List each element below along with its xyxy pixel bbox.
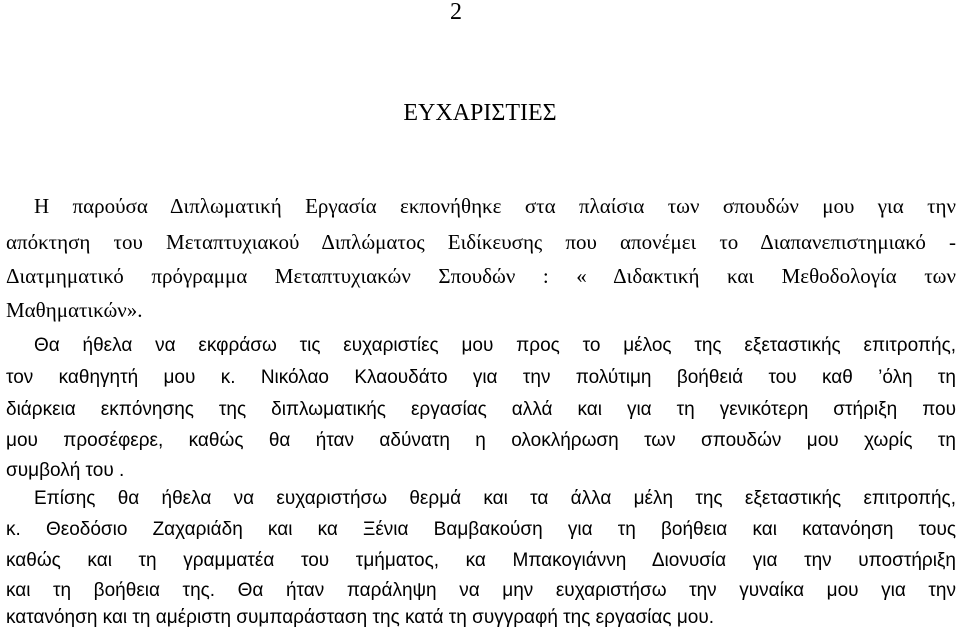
paragraph-1-line-4: Μαθηματικών».	[6, 298, 143, 322]
paragraph-2-line-2: τον καθηγητή μου κ. Νικόλαο Κλαουδάτο για την πολύτιμη βοήθειά του καθ ’όλη τη	[6, 367, 956, 388]
paragraph-3-line-2: κ. Θεοδόσιο Ζαχαριάδη και κα Ξένια Βαμβακούση για τη βοήθεια και κατανόηση τους	[6, 519, 956, 540]
paragraph-3-line-3: καθώς και τη γραμματέα του τμήματος, κα Μπακογιάννη Διονυσία για την υποστήριξη	[6, 550, 956, 571]
paragraph-3-line-1: Επίσης θα ήθελα να ευχαριστήσω θερμά και τα άλλα μέλη της εξεταστικής επιτροπής,	[34, 488, 956, 509]
paragraph-2-line-1: Θα ήθελα να εκφράσω τις ευχαριστίες μου προς το μέλος της εξεταστικής επιτροπής,	[34, 335, 956, 356]
paragraph-2-line-4: μου προσέφερε, καθώς θα ήταν αδύνατη η ολοκλήρωση των σπουδών μου χωρίς τη	[6, 430, 956, 451]
paragraph-3-line-5: κατανόηση και τη αμέριστη συμπαράσταση της κατά τη συγγραφή της εργασίας μου.	[6, 607, 715, 628]
page-title: ΕΥΧΑΡΙΣΤΙΕΣ	[403, 100, 557, 126]
page-number: 2	[450, 0, 462, 25]
paragraph-1-line-3: Διατμηματικό πρόγραμμα Μεταπτυχιακών Σπουδών : « Διδακτική και Μεθοδολογία των	[6, 264, 956, 288]
paragraph-3-line-4: και τη βοήθεια της. Θα ήταν παράληψη να μην ευχαριστήσω την γυναίκα μου για την	[6, 580, 956, 601]
paragraph-1-line-2: απόκτηση του Μεταπτυχιακού Διπλώματος Ειδίκευσης που απονέμει το Διαπανεπιστημιακό -	[6, 230, 956, 254]
paragraph-2-line-5: συμβολή του .	[6, 460, 125, 481]
paragraph-1-line-1: Η παρούσα Διπλωματική Εργασία εκπονήθηκε στα πλαίσια των σπουδών μου για την	[34, 194, 956, 218]
paragraph-2-line-3: διάρκεια εκπόνησης της διπλωματικής εργασίας αλλά και για τη γενικότερη στήριξη που	[6, 399, 956, 420]
